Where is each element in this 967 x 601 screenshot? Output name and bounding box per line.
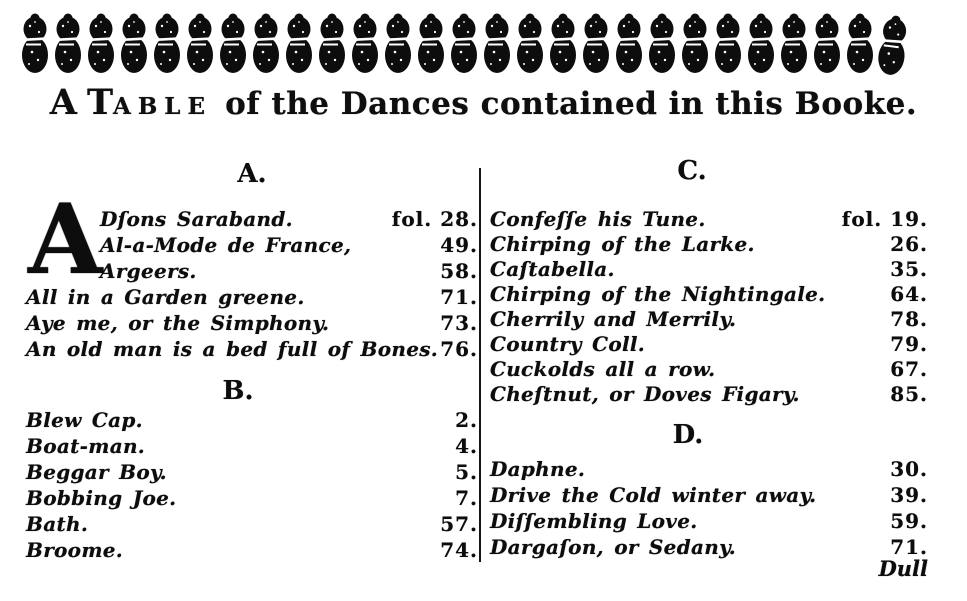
table-row (490, 232, 928, 257)
folio-number: fol. 28. (391, 207, 478, 231)
fleuron-icon (548, 12, 578, 76)
fleuron-icon (20, 12, 50, 76)
folio-number: 2. (455, 408, 478, 432)
dance-title: Beggar Boy. (26, 460, 167, 484)
table-row (26, 486, 478, 512)
folio-number: 59. (890, 509, 928, 533)
dance-title: Chirping of the Larke. (490, 232, 755, 256)
folio-number: 4. (455, 434, 478, 458)
dance-title: Broome. (26, 538, 124, 562)
folio-number: 49. (440, 233, 478, 257)
folio-number: 85. (890, 382, 928, 406)
dance-title: Bath. (26, 512, 89, 536)
dance-title: Diſſembling Love. (490, 509, 698, 533)
dance-title: Cuckolds all a row. (490, 357, 716, 381)
table-row (26, 460, 478, 486)
table-row (490, 509, 928, 535)
dance-title: Daphne. (490, 457, 586, 481)
table-row (26, 311, 478, 337)
dance-title: Country Coll. (490, 332, 646, 356)
dance-title: Confeſſe his Tune. (490, 207, 706, 231)
table-row (490, 483, 928, 509)
table-row (26, 259, 478, 285)
dance-title: Bobbing Joe. (26, 486, 177, 510)
dance-title: Boat-man. (26, 434, 146, 458)
table-row (26, 512, 478, 538)
table-row (490, 382, 928, 407)
table-row (26, 538, 478, 564)
dance-title: Drive the Cold winter away. (490, 483, 817, 507)
title-table-rest: ABLE (112, 93, 212, 120)
dance-title: Cheſtnut, or Doves Figary. (490, 382, 800, 406)
fleuron-icon (383, 12, 413, 76)
folio-number: fol. 19. (841, 207, 928, 231)
fleuron-icon (581, 12, 611, 76)
fleuron-icon (185, 12, 215, 76)
folio-number: 26. (890, 232, 928, 256)
dropcap-initial: A (28, 183, 103, 296)
table-row (490, 207, 928, 232)
section-d-rows (490, 457, 928, 561)
fleuron-icon (680, 12, 710, 76)
fleuron-icon (746, 12, 776, 76)
table-row (490, 457, 928, 483)
table-row (26, 285, 478, 311)
dance-title: Caſtabella. (490, 257, 615, 281)
fleuron-icon (713, 12, 743, 76)
fleuron-icon (152, 12, 182, 76)
table-row (490, 257, 928, 282)
column-divider-rule (479, 168, 481, 562)
fleuron-icon (350, 12, 380, 76)
section-heading-a: A. (237, 159, 267, 189)
table-row (26, 207, 478, 233)
table-row (26, 233, 478, 259)
section-heading-c: C. (677, 156, 707, 186)
table-row (26, 434, 478, 460)
title-rest: of the Dances contained in this Booke. (225, 86, 918, 122)
fleuron-icon (416, 12, 446, 76)
folio-number: 30. (890, 457, 928, 481)
dance-title: Chirping of the Nightingale. (490, 282, 826, 306)
fleuron-icon (812, 12, 842, 76)
fleuron-icon (647, 12, 677, 76)
folio-number: 74. (440, 538, 478, 562)
catchword: Dull (878, 556, 928, 581)
ornament-band (20, 12, 908, 76)
fleuron-icon (317, 12, 347, 76)
section-c-rows (490, 207, 928, 407)
folio-number: 78. (890, 307, 928, 331)
fleuron-icon (284, 12, 314, 76)
folio-number: 58. (440, 259, 478, 283)
folio-number: 76. (440, 337, 478, 361)
fleuron-icon (53, 12, 83, 76)
folio-number: 5. (455, 460, 478, 484)
section-heading-d: D. (672, 420, 704, 450)
dance-title: Blew Cap. (26, 408, 143, 432)
table-row (490, 282, 928, 307)
fleuron-icon (845, 12, 875, 76)
page-title (0, 82, 967, 123)
section-heading-b: B. (222, 376, 254, 406)
folio-number: 79. (890, 332, 928, 356)
fleuron-icon (874, 12, 912, 79)
folio-number: 64. (890, 282, 928, 306)
dance-title: An old man is a bed full of Bones. (26, 337, 439, 361)
folio-number: 39. (890, 483, 928, 507)
dance-title: Cherrily and Merrily. (490, 307, 737, 331)
folio-number: 7. (455, 486, 478, 510)
folio-number: 67. (890, 357, 928, 381)
fleuron-icon (251, 12, 281, 76)
folio-number: 71. (890, 535, 928, 559)
table-row (26, 408, 478, 434)
fleuron-icon (779, 12, 809, 76)
fleuron-icon (119, 12, 149, 76)
table-row (490, 357, 928, 382)
fleuron-icon (86, 12, 116, 76)
table-row (26, 337, 478, 363)
table-row (490, 307, 928, 332)
folio-number: 35. (890, 257, 928, 281)
fleuron-icon (482, 12, 512, 76)
table-row (490, 332, 928, 357)
folio-number: 73. (440, 311, 478, 335)
folio-number: 57. (440, 512, 478, 536)
fleuron-icon (515, 12, 545, 76)
fleuron-icon (449, 12, 479, 76)
dance-title: Argeers. (100, 259, 197, 283)
section-a-rows (26, 207, 478, 363)
dance-title: All in a Garden greene. (26, 285, 305, 309)
title-table-initial: T (86, 82, 113, 123)
dance-title: Al-a-Mode de France, (100, 233, 352, 257)
title-article: A (49, 82, 77, 123)
fleuron-icon (218, 12, 248, 76)
dance-title: Aye me, or the Simphony. (26, 311, 330, 335)
dance-title: Dſons Saraband. (100, 207, 293, 231)
dance-title: Dargaſon, or Sedany. (490, 535, 736, 559)
fleuron-icon (614, 12, 644, 76)
section-b-rows (26, 408, 478, 564)
folio-number: 71. (440, 285, 478, 309)
